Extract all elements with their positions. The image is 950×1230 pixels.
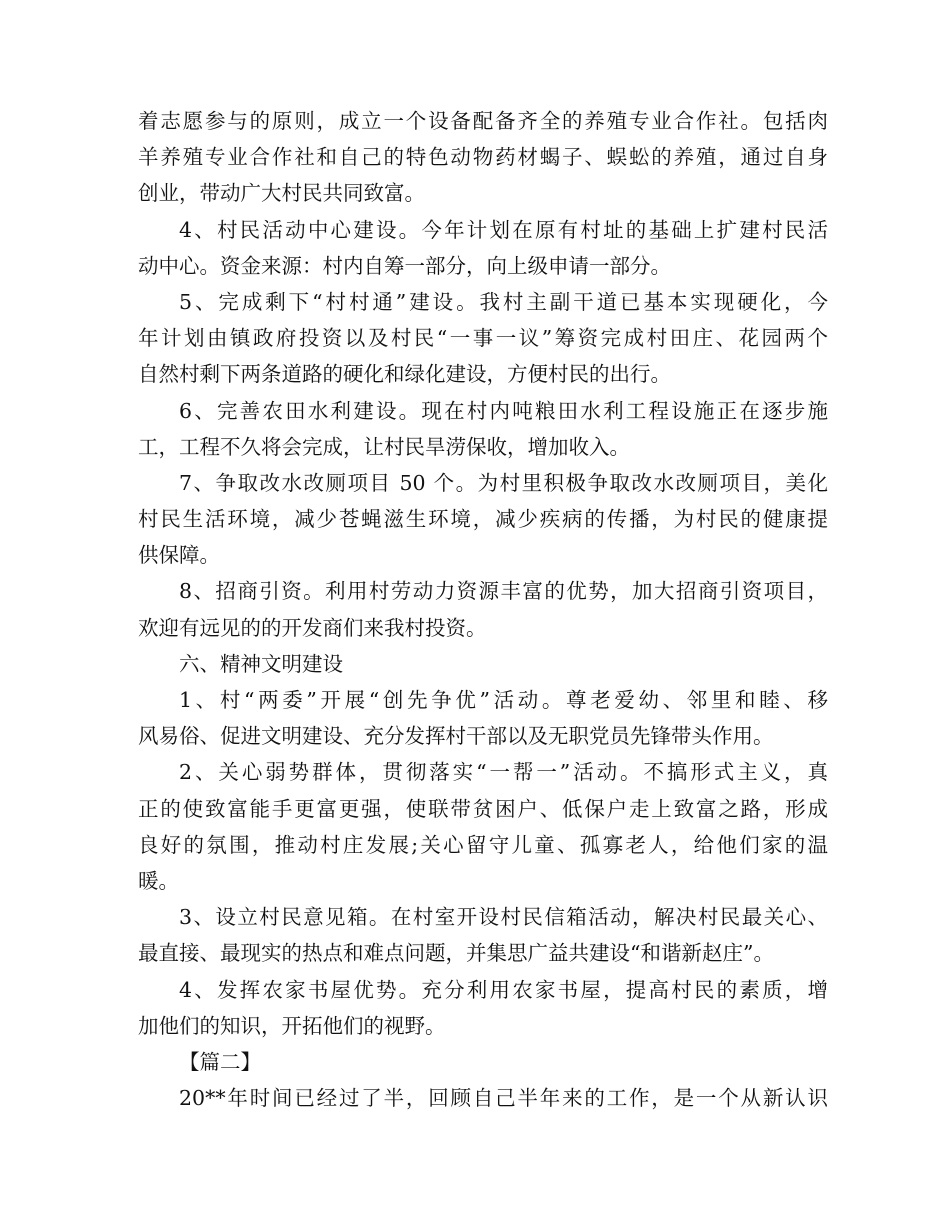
text-line: 正的使致富能手更富更强，使联带贫困户、低保户走上致富之路，形成 — [138, 796, 828, 821]
text-line: 良好的氛围，推动村庄发展;关心留守儿童、孤寡老人，给他们家的温 — [138, 832, 828, 857]
text-line: 羊养殖专业合作社和自己的特色动物药材蝎子、蜈蚣的养殖，通过自身 — [138, 145, 828, 170]
text-line: 3、设立村民意见箱。在村室开设村民信箱活动，解决村民最关心、 — [179, 905, 828, 930]
text-line: 7、争取改水改厕项目 50 个。为村里积极争取改水改厕项目，美化 — [179, 470, 828, 495]
text-line: 创业，带动广大村民共同致富。 — [138, 181, 425, 206]
text-line: 20**年时间已经过了半，回顾自己半年来的工作，是一个从新认识 — [179, 1086, 828, 1111]
text-line: 着志愿参与的原则，成立一个设备配备齐全的养殖专业合作社。包括肉 — [138, 109, 828, 133]
text-line: 最直接、最现实的热点和难点问题，并集思广益共建设“和谐新赵庄”。 — [138, 941, 774, 966]
text-line: 自然村剩下两条道路的硬化和绿化建设，方便村民的出行。 — [138, 362, 671, 387]
text-line: 6、完善农田水利建设。现在村内吨粮田水利工程设施正在逐步施 — [179, 398, 828, 423]
text-line: 供保障。 — [138, 543, 220, 568]
text-line: 村民生活环境，减少苍蝇滋生环境，减少疾病的传播，为村民的健康提 — [138, 507, 828, 532]
text-line: 暖。 — [138, 868, 179, 893]
text-line: 风易俗、促进文明建设、充分发挥村干部以及无职党员先锋带头作用。 — [138, 724, 774, 749]
text-line: 工，工程不久将会完成，让村民旱涝保收，增加收入。 — [138, 434, 630, 459]
text-line: 4、村民活动中心建设。今年计划在原有村址的基础上扩建村民活 — [179, 217, 828, 242]
text-line: 加他们的知识，开拓他们的视野。 — [138, 1013, 446, 1038]
text-line: 2、关心弱势群体，贯彻落实“一帮一”活动。不搞形式主义，真 — [179, 760, 828, 785]
text-line: 动中心。资金来源：村内自筹一部分，向上级申请一部分。 — [138, 253, 671, 278]
text-line: 【篇二】 — [179, 1049, 261, 1074]
text-line: 5、完成剩下“村村通”建设。我村主副干道已基本实现硬化，今 — [179, 289, 828, 314]
document-body — [138, 103, 828, 1116]
text-line: 六、精神文明建设 — [179, 651, 343, 676]
text-line: 8、招商引资。利用村劳动力资源丰富的优势，加大招商引资项目， — [179, 579, 828, 604]
text-line: 年计划由镇政府投资以及村民“一事一议”筹资完成村田庄、花园两个 — [138, 326, 828, 351]
text-line: 1、村“两委”开展“创先争优”活动。尊老爱幼、邻里和睦、移 — [179, 688, 828, 712]
text-line: 4、发挥农家书屋优势。充分利用农家书屋，提高村民的素质，增 — [179, 977, 828, 1002]
text-line: 欢迎有远见的的开发商们来我村投资。 — [138, 615, 487, 640]
